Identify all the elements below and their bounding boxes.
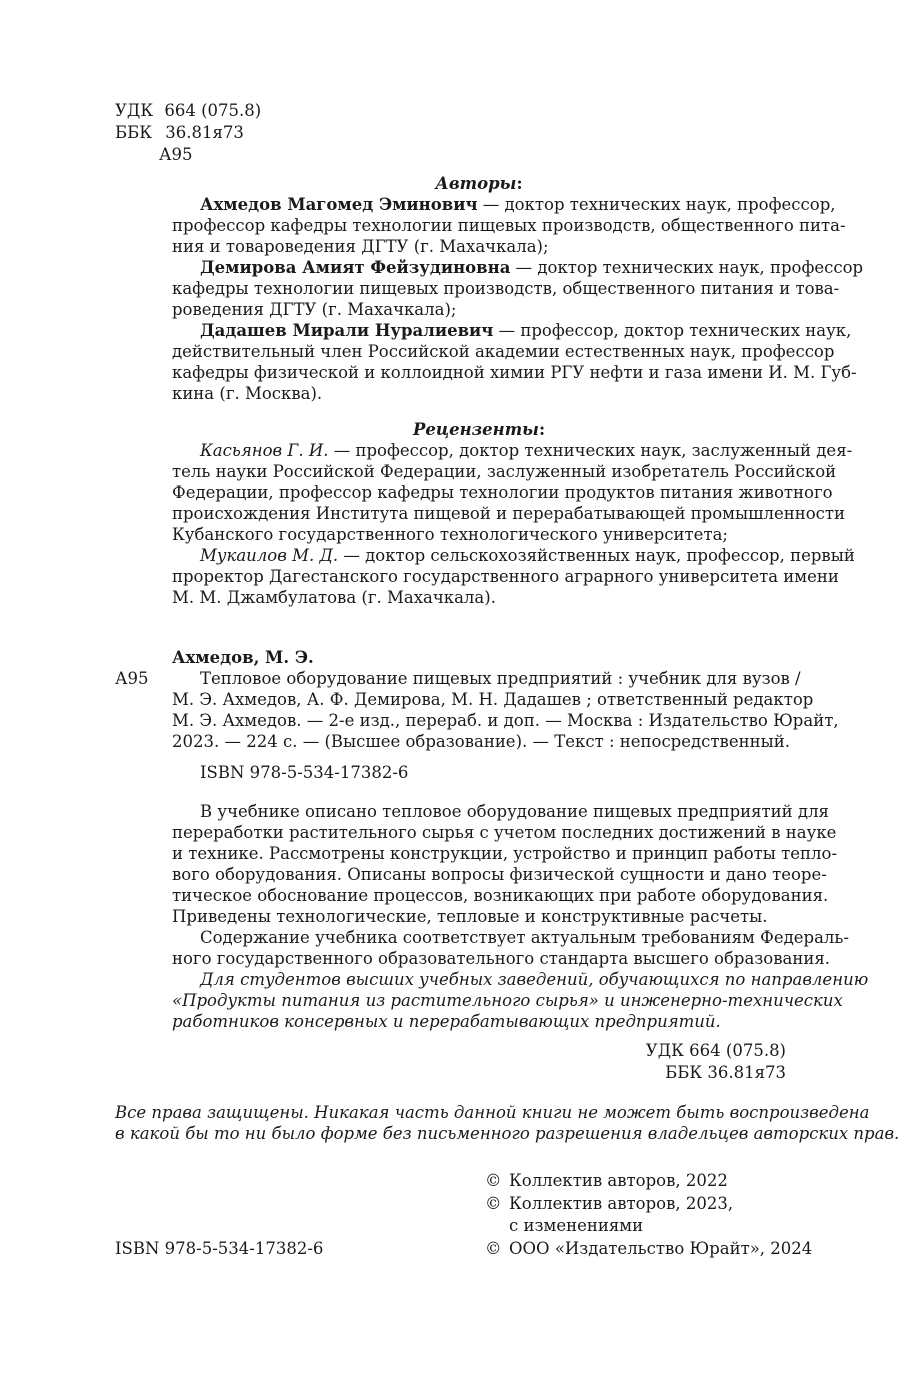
copyright-icon: ©: [485, 1239, 502, 1258]
bbk-label: ББК: [115, 123, 153, 142]
author-text: — профессор, доктор технических наук,: [493, 321, 852, 340]
catalog-line: 2023. — 224 с. — (Высшее образование). — Текст : непосредственный.: [172, 732, 790, 751]
catalog-isbn: ISBN 978-5-534-17382-6: [200, 763, 409, 782]
catalog-mark: А95: [115, 669, 149, 688]
author-text: кафедры технологии пищевых производств, общественного питания и това-: [172, 279, 840, 298]
author-name: Ахмедов Магомед Эминович: [200, 195, 478, 214]
bbk-line: [115, 122, 244, 143]
udk-value: 664 (075.8): [164, 101, 262, 120]
reviewer-text: проректор Дагестанского государственного аграрного университета имени: [172, 567, 839, 586]
author-text: — доктор технических наук, профессор: [510, 258, 864, 277]
rights-notice: [115, 1102, 900, 1144]
reviewer-entry: [172, 440, 853, 461]
abstract-line: переработки растительного сырья с учетом последних достижений в науке: [172, 823, 837, 842]
reviewer-text: Федерации, профессор кафедры технологии продуктов питания животного: [172, 483, 833, 502]
copyright-icon: ©: [485, 1194, 502, 1213]
catalog-line: М. Э. Ахмедов. — 2-е изд., перераб. и доп. — Москва : Издательство Юрайт,: [172, 711, 839, 730]
reviewer-text: происхождения Института пищевой и перерабатывающей промышленности: [172, 504, 846, 523]
copyright-text: Коллектив авторов, 2023,: [509, 1194, 734, 1213]
rights-line: Все права защищены. Никакая часть данной книги не может быть воспроизведена: [115, 1103, 870, 1122]
reviewers-heading-text: Рецензенты: [412, 420, 539, 439]
author-text: действительный член Российской академии естественных наук, профессор: [172, 342, 835, 361]
reviewers-heading: Рецензенты:: [412, 420, 546, 439]
copyright-line: [485, 1238, 812, 1260]
author-mark: А95: [159, 145, 193, 164]
audience-line: «Продукты питания из растительного сырья» и инженерно-технических: [172, 991, 843, 1010]
catalog-line: Тепловое оборудование пищевых предприятий : учебник для вузов /: [200, 669, 801, 688]
copyright-line: [485, 1215, 643, 1237]
reviewer-name: Касьянов Г. И.: [200, 441, 329, 460]
catalog-description: [172, 668, 839, 752]
rights-line: в какой бы то ни было форме без письменного разрешения владельцев авторских прав.: [115, 1124, 900, 1143]
authors-heading: Авторы:: [435, 174, 523, 193]
udk-line: [115, 100, 261, 121]
reviewer-name: Мукаилов М. Д.: [200, 546, 339, 565]
abstract-line: ного государственного образовательного стандарта высшего образования.: [172, 949, 830, 968]
author-text: профессор кафедры технологии пищевых производств, общественного пита-: [172, 216, 846, 235]
author-text: кина (г. Москва).: [172, 384, 323, 403]
bbk-right: ББК 36.81я73: [665, 1063, 786, 1082]
bbk-value: 36.81я73: [165, 123, 244, 142]
authors-heading-text: Авторы: [435, 174, 517, 193]
authors-list: [172, 194, 864, 404]
abstract-line: Приведены технологические, тепловые и конструктивные расчеты.: [172, 907, 768, 926]
reviewer-entry: [172, 545, 855, 566]
udk-right: УДК 664 (075.8): [645, 1041, 786, 1060]
reviewer-text: Кубанского государственного технологического университета;: [172, 525, 728, 544]
author-text: — доктор технических наук, профессор,: [477, 195, 836, 214]
copyright-icon: ©: [485, 1171, 502, 1190]
copyright-line: [485, 1193, 733, 1215]
author-text: ния и товароведения ДГТУ (г. Махачкала);: [172, 237, 549, 256]
author-entry: [172, 320, 852, 341]
footer-isbn: ISBN 978-5-534-17382-6: [115, 1239, 324, 1258]
author-entry: [172, 257, 864, 278]
author-text: роведения ДГТУ (г. Махачкала);: [172, 300, 457, 319]
abstract: [172, 801, 869, 1032]
abstract-line: и технике. Рассмотрены конструкции, устройство и принцип работы тепло-: [172, 844, 838, 863]
reviewer-text: — профессор, доктор технических наук, заслуженный дея-: [328, 441, 853, 460]
copyright-text: ООО «Издательство Юрайт», 2024: [509, 1239, 813, 1258]
abstract-line: тическое обоснование процессов, возникающих при работе оборудования.: [172, 886, 829, 905]
author-name: Демирова Амият Фейзудиновна: [200, 258, 511, 277]
author-entry: [172, 194, 836, 215]
copyright-text: Коллектив авторов, 2022: [509, 1171, 728, 1190]
catalog-line: М. Э. Ахмедов, А. Ф. Демирова, М. Н. Дадашев ; ответственный редактор: [172, 690, 814, 709]
udk-label: УДК: [115, 101, 154, 120]
reviewers-list: [172, 440, 855, 608]
abstract-line: Содержание учебника соответствует актуальным требованиям Федераль-: [200, 928, 849, 947]
author-name: Дадашев Мирали Нуралиевич: [200, 321, 494, 340]
audience-line: Для студентов высших учебных заведений, обучающихся по направлению: [200, 970, 869, 989]
copyright-line: [485, 1170, 728, 1192]
reviewer-text: — доктор сельскохозяйственных наук, профессор, первый: [338, 546, 855, 565]
abstract-line: В учебнике описано тепловое оборудование пищевых предприятий для: [200, 802, 829, 821]
copyright-text: с изменениями: [509, 1216, 644, 1235]
abstract-line: вого оборудования. Описаны вопросы физической сущности и дано теоре-: [172, 865, 827, 884]
reviewer-text: тель науки Российской Федерации, заслуженный изобретатель Российской: [172, 462, 837, 481]
reviewer-text: М. М. Джамбулатова (г. Махачкала).: [172, 588, 496, 607]
author-text: кафедры физической и коллоидной химии РГУ нефти и газа имени И. М. Губ-: [172, 363, 857, 382]
audience-line: работников консервных и перерабатывающих предприятий.: [172, 1012, 721, 1031]
catalog-author: Ахмедов, М. Э.: [172, 648, 314, 667]
